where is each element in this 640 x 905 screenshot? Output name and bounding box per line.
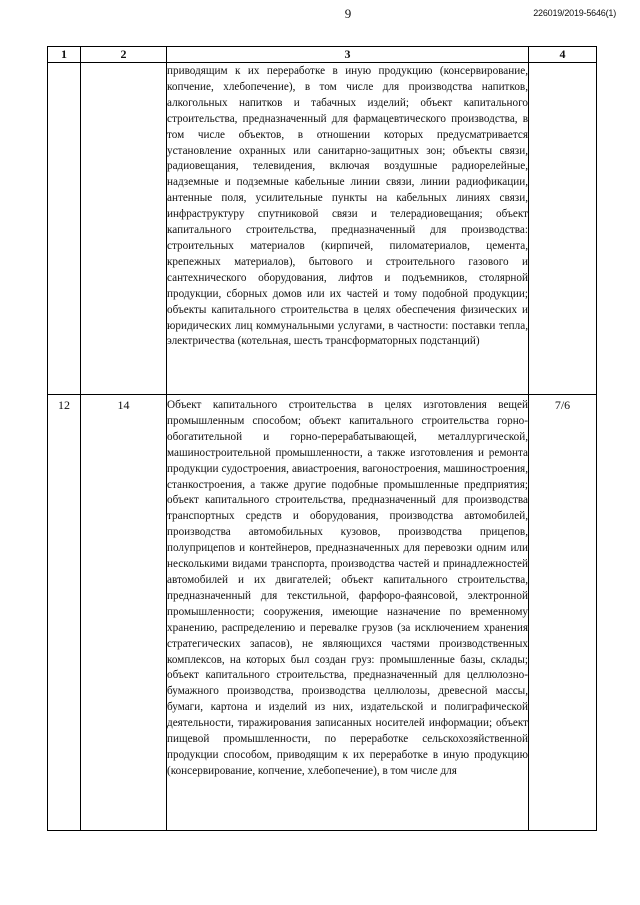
column-header-3: 3: [167, 47, 529, 63]
row-value: 7/6: [529, 395, 597, 831]
continuation-cell-3: [167, 63, 529, 395]
column-header-1: 1: [48, 47, 81, 63]
column-header-2: 2: [81, 47, 167, 63]
column-header-4: 4: [529, 47, 597, 63]
zoning-table: [47, 46, 597, 831]
table-row-12: [48, 395, 597, 831]
document-code: 226019/2019-5646(1): [533, 8, 616, 18]
continuation-cell-1: [48, 63, 81, 395]
row-number: 12: [48, 395, 81, 831]
zone-code: 14: [81, 395, 167, 831]
page-number: 9: [344, 6, 352, 21]
row-description: Объект капитального строительства в целях изготовления вещей промышленным способом; объект капитального строительства горно-обогатительной и горно-перерабатывающей, металлургической, машиностроительной промышленности, а также изготовления и ремонта продукции судостроения, авиастроения, вагоностроения, машиностроения, станкостроения, а также другие подобные промышленные предприятия; объект капитального строительства, предназначенный для производства транспортных средств и оборудования, производства автомобилей, производства автомобильных кузовов, производства прицепов, полуприцепов и контейнеров, предназначенных для перевозки одним или несколькими видами транспорта, производства частей и принадлежностей автомобилей и их двигателей; объект капитального строительства, предназначенный для текстильной, фарфоро-фаянсовой, электронной промышленности; сооружения, имеющие назначение по временному хранению, распределению и перевалке грузов (за исключением хранения стратегических запасов), не являющихся частями производственных комплексов, на которых был создан груз: промышленные базы, склады; объект капитального строительства, предназначенный для целлюлозно-бумажного производства, производства целлюлозы, древесной массы, бумаги, картона и изделий из них, издательской и полиграфической деятельности, тиражирования записанных носителей информации; объект пищевой промышленности, по переработке сельскохозяйственной продукции способом, приводящим к их переработке в иную продукцию (консервирование, копчение, хлебопечение), в том числе для: [167, 399, 528, 777]
table-row-continuation: [48, 63, 597, 395]
continuation-cell-4: [529, 63, 597, 395]
continuation-cell-2: [81, 63, 167, 395]
continuation-description: приводящим к их переработке в иную продукцию (консервирование, копчение, хлебопечение), в том числе для производства напитков, алкогольных напитков и табачных изделий; объект капитального строительства, предназначенный для фармацевтического производства, в том числе объектов, в отношении которых предусматривается установление охранных или санитарно-защитных зон; объекты связи, радиовещания, телевидения, включая воздушные радиорелейные, надземные и подземные кабельные линии связи, линии радиофикации, антенные поля, усилительные пункты на кабельных линиях связи, инфраструктуру спутниковой связи и телерадиовещания; объект капитального строительства, предназначенный для производства: строительных материалов (кирпичей, пиломатериалов, цемента, крепежных материалов), бытового и строительного газового и сантехнического оборудования, лифтов и подъемников, столярной продукции, сборных домов или их частей и тому подобной продукции; объекты капитального строительства в целях обеспечения физических и юридических лиц коммунальными услугами, в частности: поставки тепла, электричества (котельная, шесть трансформаторных подстанций): [167, 65, 528, 348]
row-description-cell: [167, 395, 529, 831]
table-header-row: [48, 47, 597, 63]
